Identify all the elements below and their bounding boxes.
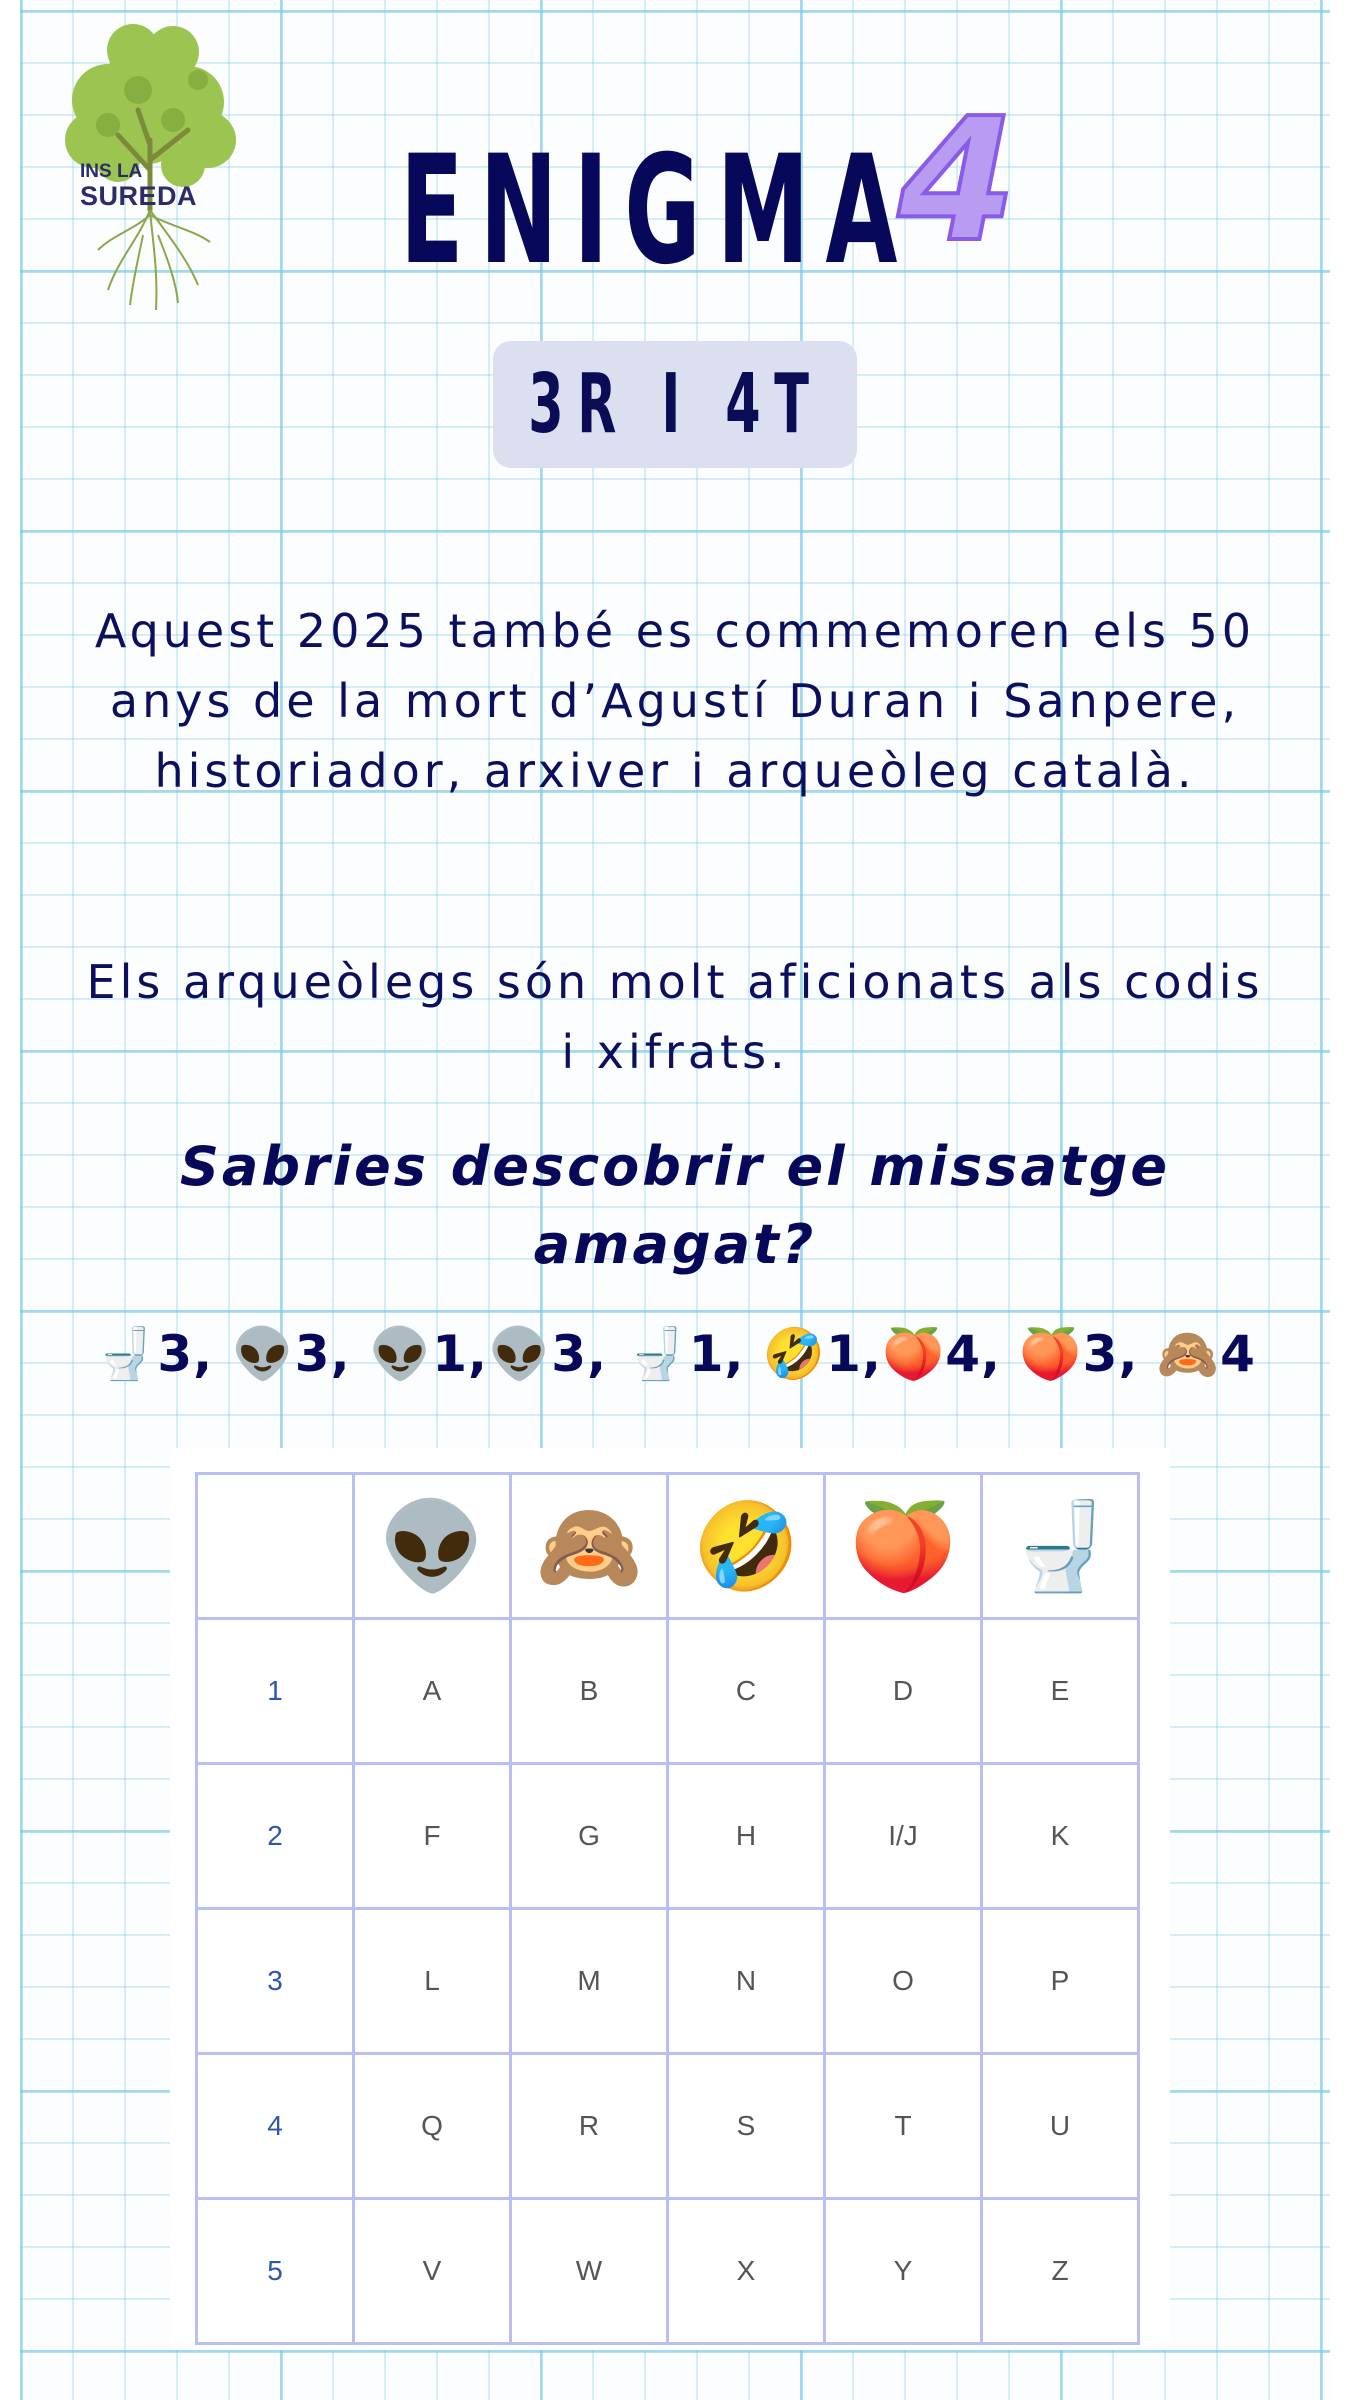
table-row: [197, 2054, 1139, 2199]
page-title: [400, 82, 1228, 298]
letter-cell: O: [825, 1909, 982, 2054]
letter-cell: F: [354, 1764, 511, 1909]
letter-cell: C: [668, 1619, 825, 1764]
letter-cell: U: [982, 2054, 1139, 2199]
left-margin: [0, 0, 20, 2400]
table-corner-cell: [197, 1474, 354, 1619]
cipher-table: [195, 1472, 1140, 2345]
letter-cell: M: [511, 1909, 668, 2054]
row-number-cell: 4: [197, 2054, 354, 2199]
table-row: [197, 1909, 1139, 2054]
letter-cell: V: [354, 2199, 511, 2344]
grade-badge: [493, 341, 857, 468]
table-row: [197, 1764, 1139, 1909]
row-number-cell: 3: [197, 1909, 354, 2054]
school-name-line2: SUREDA: [80, 180, 198, 211]
letter-cell: X: [668, 2199, 825, 2344]
row-number-cell: 2: [197, 1764, 354, 1909]
letter-cell: N: [668, 1909, 825, 2054]
letter-cell: Y: [825, 2199, 982, 2344]
intro-paragraph-2: Els arqueòlegs són molt aficionats als codis i xifrats.: [86, 955, 1264, 1079]
alien-icon: 👽: [354, 1474, 511, 1619]
see-no-evil-monkey-icon: 🙈: [511, 1474, 668, 1619]
grade-label: 3R I 4T: [527, 357, 823, 452]
letter-cell: G: [511, 1764, 668, 1909]
letter-cell: B: [511, 1619, 668, 1764]
school-logo: [38, 20, 253, 320]
letter-cell: L: [354, 1909, 511, 2054]
letter-cell: I/J: [825, 1764, 982, 1909]
letter-cell: H: [668, 1764, 825, 1909]
cipher-table-card: [170, 1448, 1170, 2350]
row-number-cell: 1: [197, 1619, 354, 1764]
letter-cell: P: [982, 1909, 1139, 2054]
letter-cell: E: [982, 1619, 1139, 1764]
letter-cell: W: [511, 2199, 668, 2344]
table-row: [197, 1619, 1139, 1764]
letter-cell: D: [825, 1619, 982, 1764]
cipher-code-line: 🚽3, 👽3, 👽1,👽3, 🚽1, 🤣1,🍑4, 🍑3, 🙈4: [94, 1325, 1256, 1383]
school-name-line1: INS LA: [80, 161, 143, 182]
right-margin: [1330, 0, 1350, 2400]
title-word: ENIGMA: [400, 124, 914, 298]
table-row: [197, 2199, 1139, 2344]
question-heading: Sabries descobrir el missatge amagat?: [180, 1135, 1170, 1276]
table-header-row: [197, 1474, 1139, 1619]
letter-cell: T: [825, 2054, 982, 2199]
letter-cell: S: [668, 2054, 825, 2199]
letter-cell: K: [982, 1764, 1139, 1909]
letter-cell: A: [354, 1619, 511, 1764]
rofl-face-icon: 🤣: [668, 1474, 825, 1619]
school-name: [80, 162, 197, 210]
toilet-icon: 🚽: [982, 1474, 1139, 1619]
intro-paragraph-1: Aquest 2025 també es commemoren els 50 anys de la mort d’Agustí Duran i Sanpere, historiador, arxiver i arqueòleg català.: [94, 604, 1256, 798]
row-number-cell: 5: [197, 2199, 354, 2344]
letter-cell: Q: [354, 2054, 511, 2199]
peach-icon: 🍑: [825, 1474, 982, 1619]
title-number: 4: [898, 82, 1017, 280]
letter-cell: Z: [982, 2199, 1139, 2344]
letter-cell: R: [511, 2054, 668, 2199]
